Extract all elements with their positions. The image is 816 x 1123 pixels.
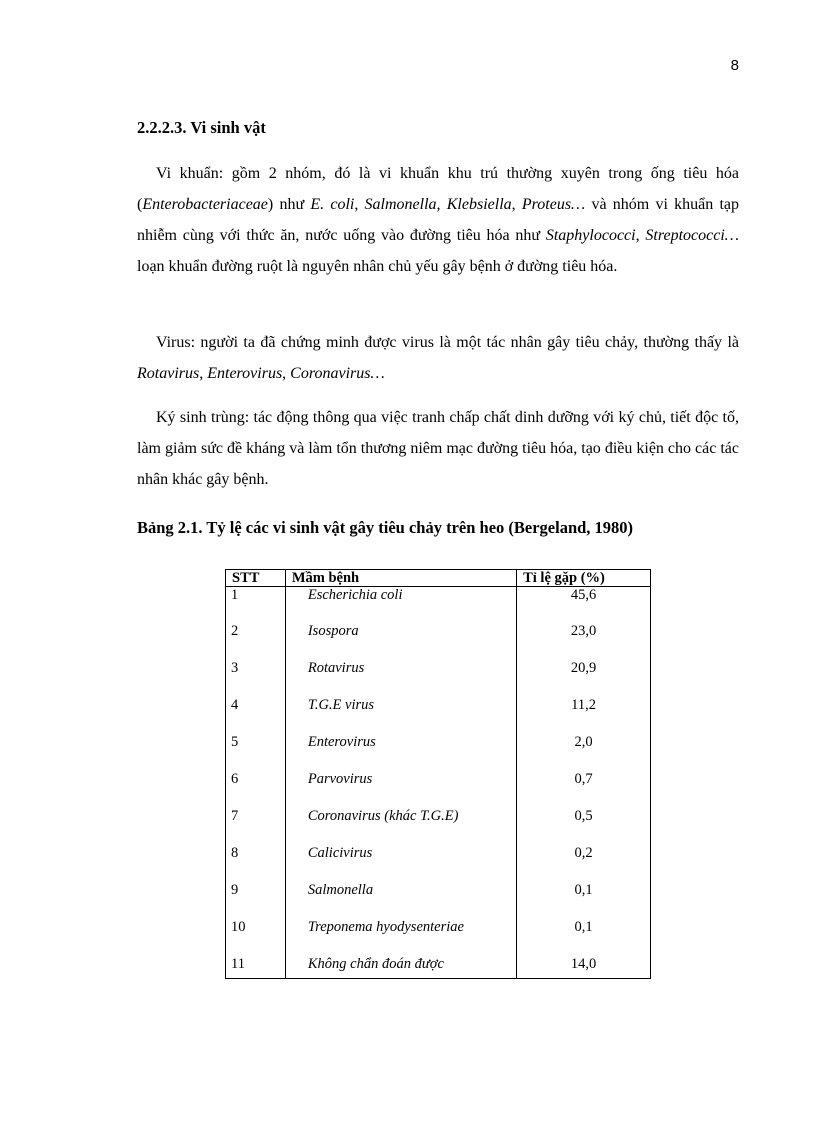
table-row: [226, 623, 651, 660]
section-heading: 2.2.2.3. Vi sinh vật: [137, 118, 266, 137]
cell-rate: 0,1: [574, 882, 593, 898]
cell-stt: 11: [226, 956, 286, 979]
cell-rate: 0,5: [574, 808, 593, 824]
text-run: Vi khuẩn: gồm 2 nhóm, đó là vi khuẩn khu trú thường xuyên trong ống tiêu hóa (: [137, 165, 739, 213]
table-header-row: [226, 570, 651, 587]
cell-stt: 6: [226, 771, 286, 808]
paragraph-virus: [137, 327, 739, 389]
text-run: ,: [511, 196, 522, 213]
text-run: ,: [282, 365, 291, 382]
cell-rate: 2,0: [574, 734, 593, 750]
cell-rate: 0,2: [574, 845, 593, 861]
cell-pathogen: Isospora: [285, 623, 516, 660]
table-row: [226, 734, 651, 771]
cell-pathogen: Calicivirus: [285, 845, 516, 882]
italic-term: Salmonella, Klebsiella: [364, 196, 512, 213]
cell-stt: 4: [226, 697, 286, 734]
italic-term: Rotavirus: [137, 365, 200, 382]
italic-term: Staphylococci: [545, 227, 636, 244]
text-run: và nhóm vi khuẩn tạp nhiễm cùng với thức ăn, nước uống vào đường tiêu hóa như: [137, 196, 739, 244]
cell-rate: 11,2: [571, 697, 596, 713]
text-run: loạn khuẩn đường ruột là nguyên nhân chủ yếu gây bệnh ở đường tiêu hóa.: [137, 258, 618, 275]
cell-stt: 3: [226, 660, 286, 697]
cell-pathogen: T.G.E virus: [285, 697, 516, 734]
cell-pathogen: Salmonella: [285, 882, 516, 919]
cell-pathogen: Enterovirus: [285, 734, 516, 771]
italic-term: Proteus…: [521, 196, 586, 213]
cell-rate: 23,0: [570, 623, 597, 639]
text-run: Virus: người ta đã chứng minh được virus là một tác nhân gây tiêu chảy, thường thấy là: [156, 334, 739, 351]
cell-pathogen: Coronavirus (khác T.G.E): [285, 808, 516, 845]
cell-rate: 14,0: [570, 956, 597, 972]
table-row: [226, 697, 651, 734]
paragraph-parasite: Ký sinh trùng: tác động thông qua việc tranh chấp chất dinh dưỡng với ký chủ, tiết độc tố, làm giảm sức đề kháng và làm tổn thương niêm mạc đường tiêu hóa, tạo điều kiện cho các tác nhân khác gây bệnh.: [137, 409, 739, 488]
italic-term: Streptococci…: [645, 227, 739, 244]
table-row: [226, 808, 651, 845]
paragraph-bacteria: [137, 158, 739, 282]
cell-rate: 0,7: [574, 771, 593, 787]
table-row: [226, 771, 651, 808]
header-stt: STT: [226, 570, 286, 587]
cell-pathogen: Parvovirus: [285, 771, 516, 808]
italic-term: Coronavirus…: [290, 365, 385, 382]
cell-rate: 0,1: [574, 919, 593, 935]
cell-pathogen: Treponema hyodysenteriae: [285, 919, 516, 956]
cell-rate: 45,6: [570, 587, 597, 603]
table-row: [226, 660, 651, 697]
cell-stt: 1: [226, 587, 286, 624]
cell-stt: 9: [226, 882, 286, 919]
header-pathogen: Mầm bệnh: [285, 570, 516, 587]
text-run: ) như: [267, 196, 311, 213]
italic-term: Enterovirus: [207, 365, 283, 382]
table-row: [226, 845, 651, 882]
cell-pathogen: Rotavirus: [285, 660, 516, 697]
page-number: 8: [730, 57, 739, 74]
italic-term: Enterobacteriaceae: [142, 196, 268, 213]
italic-term: E. coli: [310, 196, 355, 213]
cell-pathogen: Escherichia coli: [285, 587, 516, 624]
table-caption: Bảng 2.1. Tỷ lệ các vi sinh vật gây tiêu chảy trên heo (Bergeland, 1980): [137, 518, 634, 537]
cell-stt: 7: [226, 808, 286, 845]
pathogen-table: [225, 569, 651, 979]
cell-stt: 5: [226, 734, 286, 771]
text-run: ,: [354, 196, 365, 213]
table-row: [226, 587, 651, 624]
header-rate: Tỉ lệ gặp (%): [517, 570, 651, 587]
table-row: [226, 919, 651, 956]
cell-pathogen: Không chẩn đoán được: [285, 956, 516, 979]
table-row: [226, 882, 651, 919]
cell-rate: 20,9: [570, 660, 597, 676]
text-run: ,: [635, 227, 646, 244]
text-run: ,: [199, 365, 208, 382]
cell-stt: 8: [226, 845, 286, 882]
cell-stt: 10: [226, 919, 286, 956]
cell-stt: 2: [226, 623, 286, 660]
table-row: [226, 956, 651, 979]
